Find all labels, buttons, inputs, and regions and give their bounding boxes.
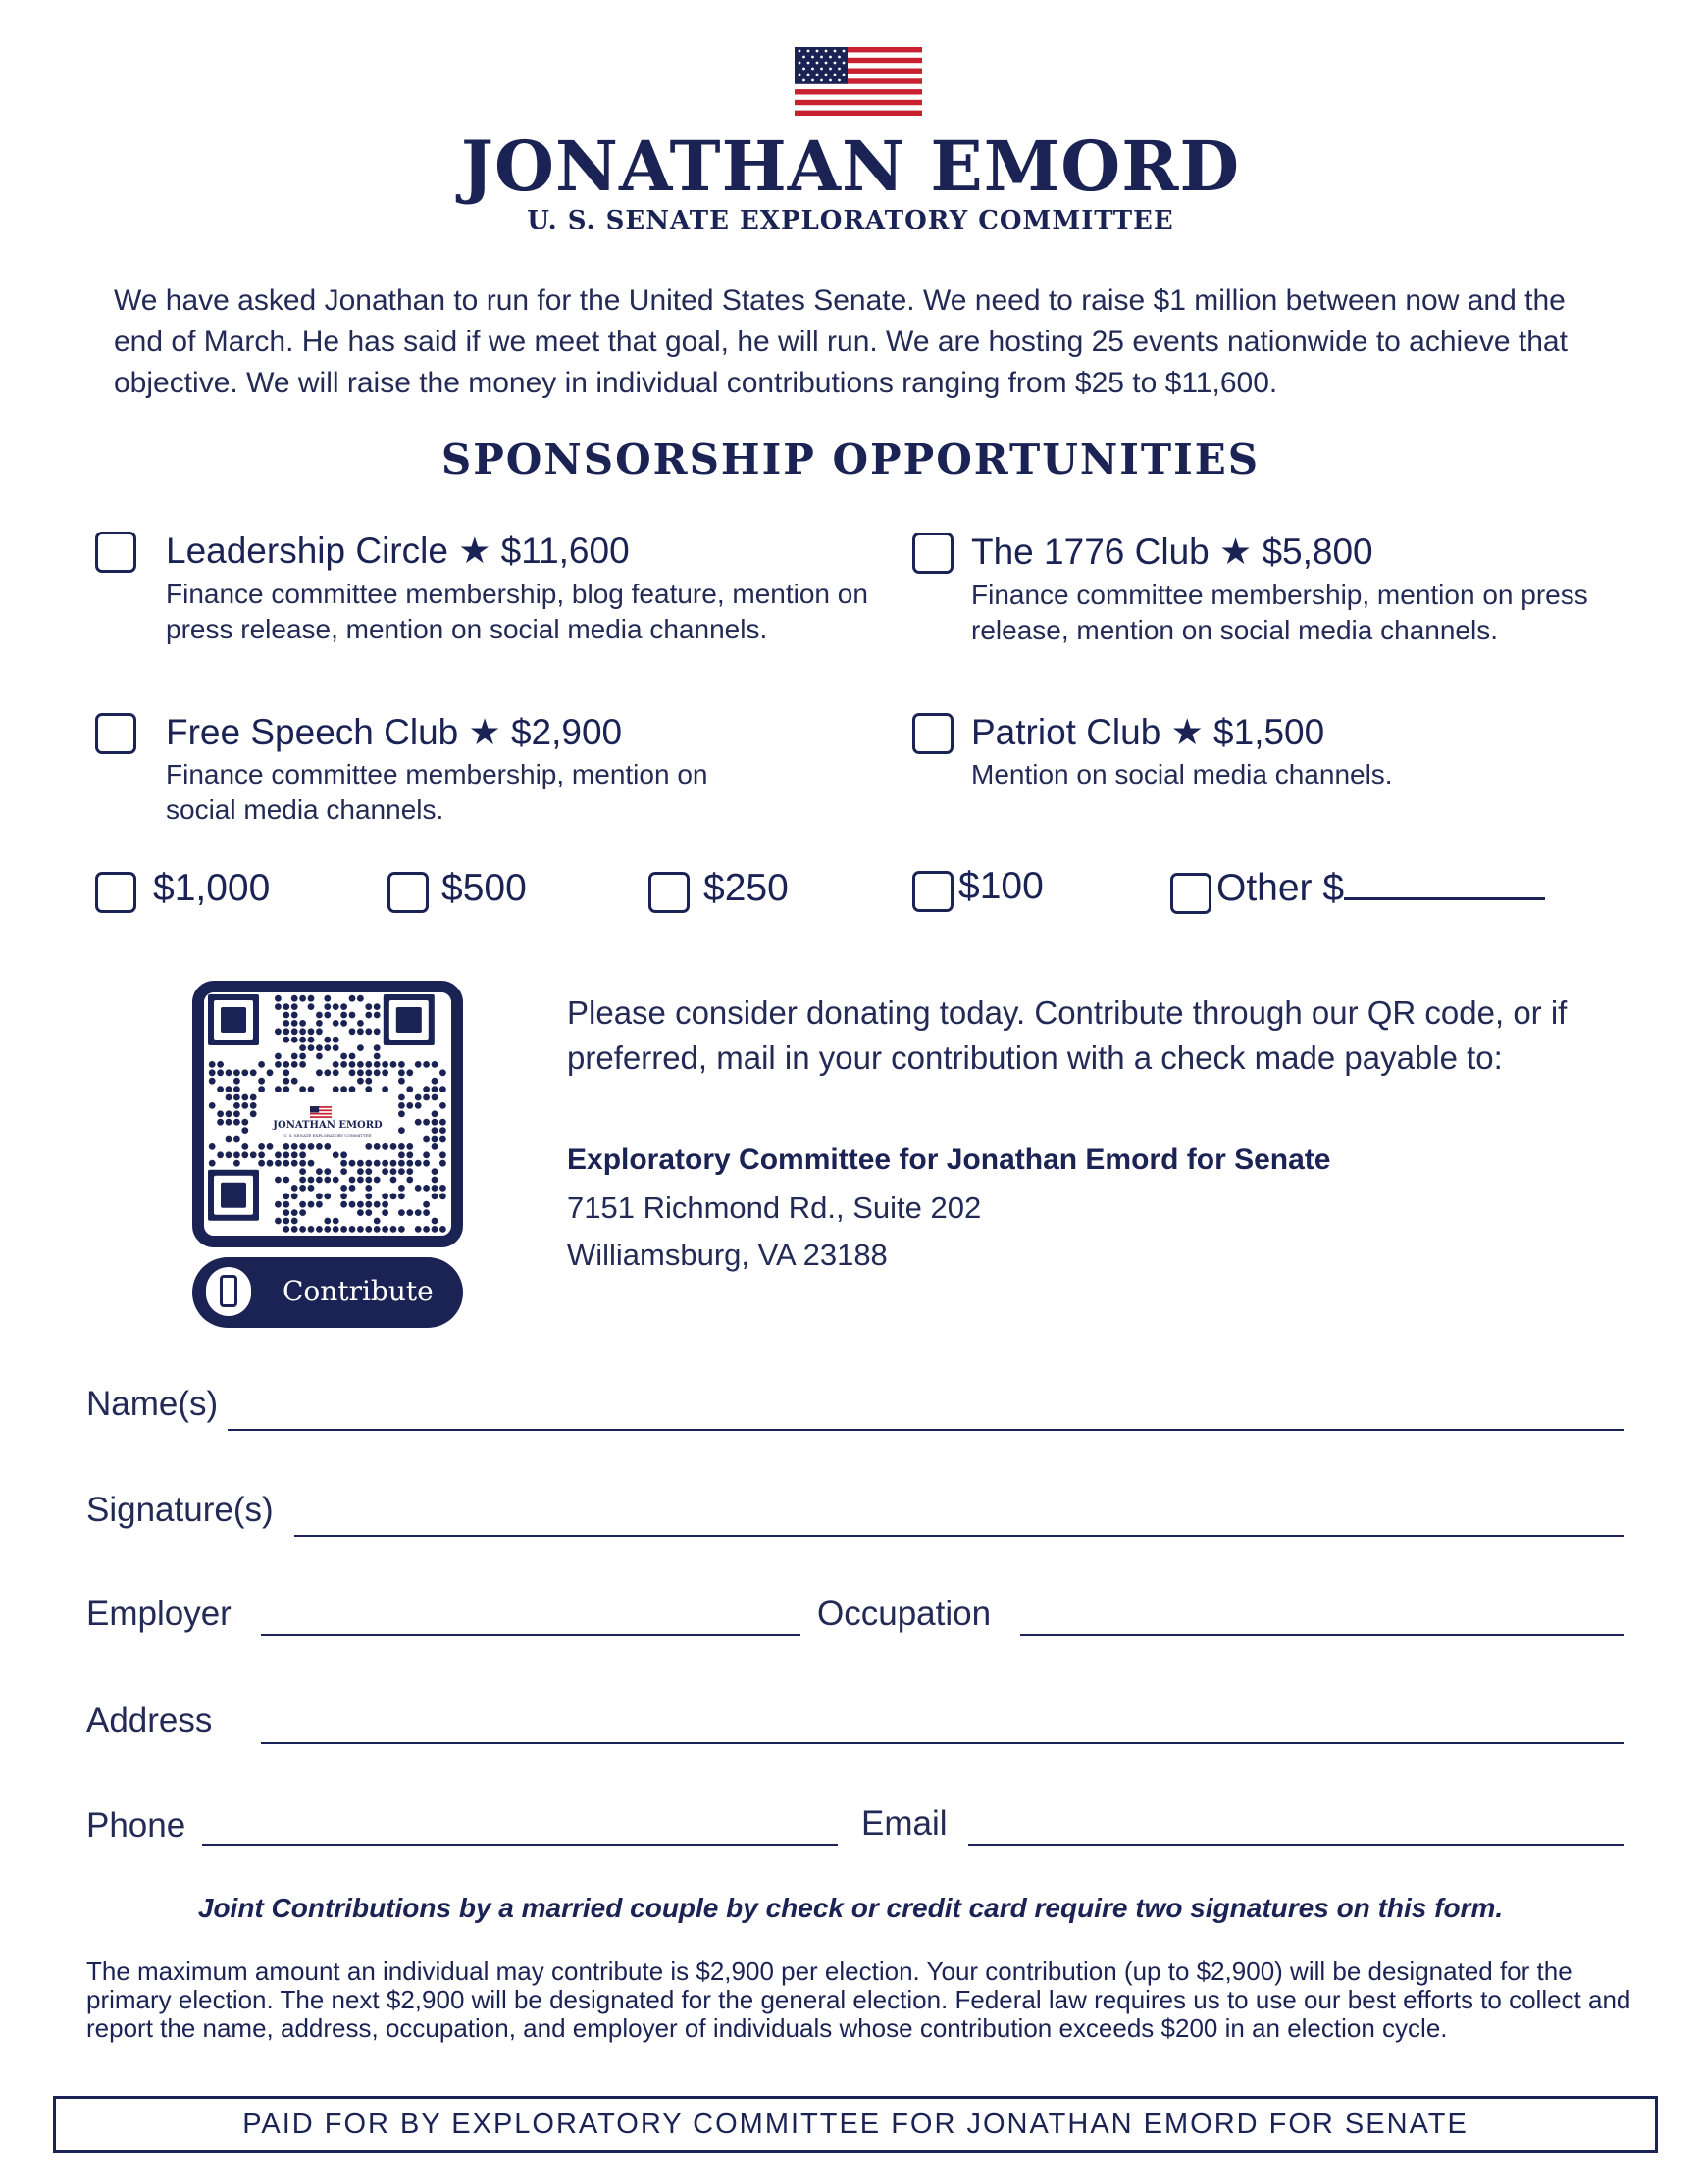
patriot-club-checkbox[interactable] <box>912 713 954 754</box>
phone-icon <box>206 1267 251 1316</box>
page-subtitle: U. S. SENATE EXPLORATORY COMMITTEE <box>527 206 1174 235</box>
address-line-2: Williamsburg, VA 23188 <box>567 1238 888 1272</box>
tier-name-free-speech-club: Free Speech Club ★ $2,900 <box>166 712 623 752</box>
amount-other-field[interactable] <box>1216 867 1545 910</box>
contribute-button-label: Contribute <box>283 1275 434 1307</box>
tier-desc-leadership-circle: Finance committee membership, blog feature, mention on press release, mention on social media channels. <box>166 579 868 644</box>
tier-desc-free-speech-club: Finance committee membership, mention on social media channels. <box>166 759 708 825</box>
amount-other-line[interactable] <box>1344 868 1545 900</box>
amount-other-checkbox[interactable] <box>1170 873 1211 914</box>
tier-desc-patriot-club: Mention on social media channels. <box>971 759 1393 789</box>
contribution-disclaimer: The maximum amount an individual may contribute is $2,900 per election. Your contribution (up to $2,900) will be designated for the primary election. The next $2,900 will be designated for the general election. Federal law requires us to use our best efforts to collect and report the name, address, occupation, and employer of individuals whose contribution exceeds $200 in an election cycle. <box>86 1956 1631 2043</box>
qr-flag-icon <box>310 1106 332 1118</box>
amount-250-label: $250 <box>703 867 789 909</box>
tier-name-leadership-circle: Leadership Circle ★ $11,600 <box>166 531 630 571</box>
donate-message: Please consider donating today. Contribute through our QR code, or if preferred, mail in your contribution with a check made payable to: <box>567 994 1568 1076</box>
name-label: Name(s) <box>86 1385 219 1423</box>
amount-100-label: $100 <box>958 865 1044 907</box>
sponsorship-heading: SPONSORSHIP OPPORTUNITIES <box>440 435 1261 483</box>
qr-subcaption: U. S. SENATE EXPLORATORY COMMITTEE <box>263 1133 392 1138</box>
amount-250-checkbox[interactable] <box>648 872 690 913</box>
us-flag-icon <box>795 47 922 116</box>
amount-other-label: Other $ <box>1216 867 1345 909</box>
leadership-circle-checkbox[interactable] <box>95 532 136 573</box>
occupation-field[interactable] <box>1020 1634 1624 1636</box>
amount-100-checkbox[interactable] <box>912 871 954 912</box>
employer-field[interactable] <box>261 1634 800 1636</box>
amount-1000-checkbox[interactable] <box>95 872 136 913</box>
email-field[interactable] <box>968 1844 1624 1846</box>
address-field[interactable] <box>261 1742 1624 1744</box>
qr-caption: JONATHAN EMORD <box>263 1120 392 1131</box>
page-title: JONATHAN EMORD <box>460 126 1241 207</box>
amount-500-checkbox[interactable] <box>387 872 429 913</box>
payee-name: Exploratory Committee for Jonathan Emord for Senate <box>567 1143 1331 1176</box>
qr-code[interactable] <box>192 981 463 1247</box>
name-field[interactable] <box>228 1429 1624 1431</box>
address-label: Address <box>86 1701 213 1740</box>
free-speech-club-checkbox[interactable] <box>95 713 136 754</box>
1776-club-checkbox[interactable] <box>912 533 954 574</box>
amount-1000-label: $1,000 <box>153 867 271 909</box>
joint-contribution-note: Joint Contributions by a married couple by check or credit card require two signatures on this form. <box>197 1893 1504 1923</box>
signature-label: Signature(s) <box>86 1491 274 1529</box>
employer-label: Employer <box>86 1595 232 1633</box>
email-label: Email <box>861 1804 948 1843</box>
address-line-1: 7151 Richmond Rd., Suite 202 <box>567 1191 982 1225</box>
tier-name-patriot-club: Patriot Club ★ $1,500 <box>971 712 1325 752</box>
paid-for-box: PAID FOR BY EXPLORATORY COMMITTEE FOR JONATHAN EMORD FOR SENATE <box>53 2096 1658 2153</box>
phone-field[interactable] <box>202 1844 838 1846</box>
tier-name-1776-club: The 1776 Club ★ $5,800 <box>971 532 1373 572</box>
tier-desc-1776-club: Finance committee membership, mention on press release, mention on social media channels. <box>971 580 1588 645</box>
signature-field[interactable] <box>294 1535 1624 1537</box>
phone-label: Phone <box>86 1806 186 1845</box>
occupation-label: Occupation <box>817 1595 992 1633</box>
amount-500-label: $500 <box>441 867 527 909</box>
contribute-button[interactable] <box>192 1257 463 1328</box>
intro-paragraph: We have asked Jonathan to run for the United States Senate. We need to raise $1 million between now and the end of March. He has said if we meet that goal, he will run. We are hosting 25 events nationwide to achieve that objective. We will raise the money in individual contributions ranging from $25 to $11,600. <box>114 284 1568 399</box>
